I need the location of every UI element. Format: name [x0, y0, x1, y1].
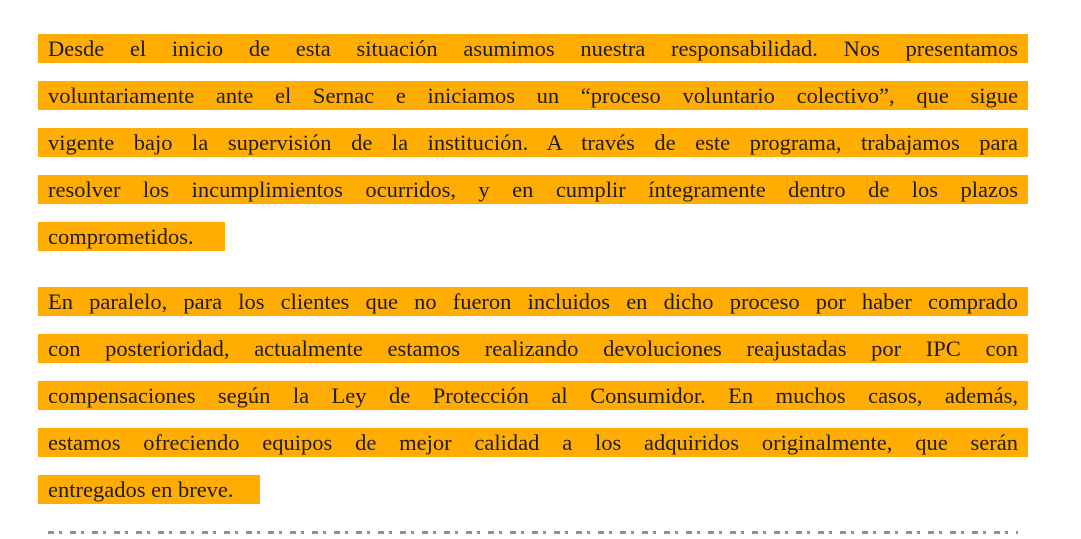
cut-off-text-line [48, 528, 1018, 539]
highlighted-line [38, 34, 1028, 63]
line-text: compensaciones según la Ley de Protección al Consumidor. En muchos casos, además, [48, 383, 1018, 408]
line-text-highlighted: entregados en breve [48, 477, 228, 502]
line-text: comprometidos. [48, 224, 194, 249]
highlighted-line [38, 175, 1028, 204]
highlighted-line [38, 381, 1028, 410]
highlighted-line [38, 334, 1028, 363]
paragraph-1 [38, 34, 1028, 269]
line-text: resolver los incumplimientos ocurridos, y en cumplir íntegramente dentro de los plazos [48, 177, 1018, 202]
highlighted-line [38, 81, 1028, 110]
highlighted-line [38, 287, 1028, 316]
highlighted-line [38, 475, 1028, 504]
highlighted-line [38, 222, 1028, 251]
line-text [48, 475, 1018, 504]
line-text: vigente bajo la supervisión de la institución. A través de este programa, trabajamos para [48, 130, 1018, 155]
highlighted-line [38, 428, 1028, 457]
trailing-period: . [227, 477, 234, 502]
highlighted-line [38, 128, 1028, 157]
line-text: voluntariamente ante el Sernac e iniciamos un “proceso voluntario colectivo”, que sigue [48, 83, 1018, 108]
line-text: estamos ofreciendo equipos de mejor calidad a los adquiridos originalmente, que serán [48, 430, 1018, 455]
line-text: con posterioridad, actualmente estamos realizando devoluciones reajustadas por IPC con [48, 336, 1018, 361]
paragraph-2 [38, 287, 1028, 522]
line-text: Desde el inicio de esta situación asumimos nuestra responsabilidad. Nos presentamos [48, 36, 1018, 61]
line-text: En paralelo, para los clientes que no fueron incluidos en dicho proceso por haber comprado [48, 289, 1018, 314]
